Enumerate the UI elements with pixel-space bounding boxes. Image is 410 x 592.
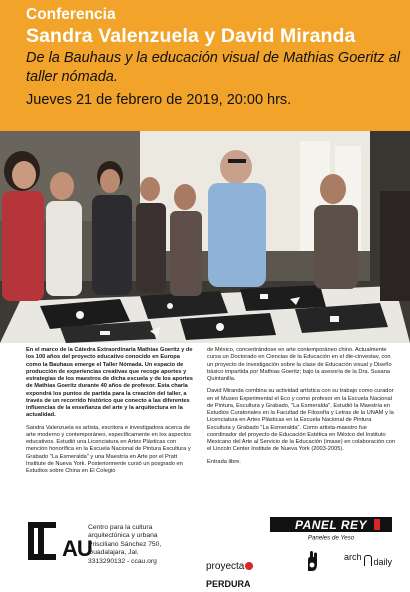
event-description bbox=[26, 347, 396, 497]
address-line: arquitectónica y urbana bbox=[88, 532, 158, 540]
archdaily-logo: $^{arch}$ daily bbox=[344, 552, 393, 567]
description-intro: En el marco de la Cátedra Extraordinaria Mathias Goeritz y de los 100 años del proyecto educativo conocido en Europa como la Bauhaus emerge el Taller Nómada. Un espacio de producción de experiencias creativas que recoge aportes y estrategias de los maestros de dicha escuela y de los aportes de Mathias Goeritz durante 40 años de profesor. Esta charla expondrá los puntos de partida para la creación del taller, a través de un recorrido histórico que conecto a las diferentes influencias de la enseñanza del arte y la arquitectura en la actualidad. bbox=[26, 347, 193, 419]
event-header bbox=[0, 0, 410, 131]
event-kicker: Conferencia bbox=[26, 6, 116, 23]
ccau-address bbox=[88, 524, 208, 566]
address-line: Prisciliano Sánchez 750, bbox=[88, 540, 162, 548]
workshop-photo-image bbox=[0, 131, 410, 343]
event-title: Sandra Valenzuela y David Miranda bbox=[26, 25, 356, 47]
description-column-left bbox=[26, 347, 196, 480]
event-date: Jueves 21 de febrero de 2019, 20:00 hrs. bbox=[26, 92, 292, 108]
description-column-right bbox=[207, 347, 396, 471]
admission-note: Entrada libre. bbox=[207, 458, 241, 465]
bio-david: David Miranda combina su actividad artística con su trabajo como curador en el Museo Experimental el Eco y como profesor en la Escuela Nacional de Pintura, Escultura y Grabado, "La Esmeralda". Estudió la Maestría en Estudios Curatoriales en la Facultad de Filosofía y Letras de la UNAM y la Licenciatura en Artes Plásticas en la Escuela Nacional de Pintura Escultura y Grabado "La Esmeralda". Como artista-maestro fue coordinador del proyecto de Educación Estética en México del Instituto Mexicano del Arte al Servicio de la Educación (imase) en colaboración con el Lincoln Center Institute de Nueva York (2003-2005). bbox=[207, 388, 396, 453]
svg-text:Paneles de Yeso: Paneles de Yeso bbox=[307, 534, 355, 542]
panelrey-logo bbox=[270, 517, 392, 541]
address-line: Guadalajara, Jal. bbox=[88, 549, 139, 557]
ccau-logo bbox=[26, 518, 92, 564]
bio-sandra-continued: de México, concentrándose en arte contemporáneo chino. Actualmente cursa un Doctorado en Ciencias de la Educación en el die-cinvestav, con un proyecto de investigación sobre la clase de Educación visual y Diseño básico impartida por Mathias Goeritz; bajo la asesoría de la Dra. Susana Quintanilla. bbox=[207, 347, 392, 382]
arch-icon bbox=[364, 555, 372, 566]
svg-text:AU: AU bbox=[62, 536, 92, 561]
event-subtitle: De la Bauhaus y la educación visual de Mathias Goeritz al taller nómada. bbox=[26, 50, 400, 85]
footer bbox=[0, 508, 410, 589]
proyecta-perdura-logo: proyectaPERDURA bbox=[206, 556, 296, 570]
workshop-photo bbox=[0, 131, 410, 343]
svg-text:PANEL REY: PANEL REY bbox=[294, 518, 368, 532]
proyecta-dot-icon bbox=[245, 562, 253, 570]
bio-sandra: Sandra Valenzuela es artista, escritora e investigadora acerca de arte moderno y contemporáneo, específicamente en los aspectos educativos. Estudió una Licenciatura en Artes Plásticas con mención honorífica en la Escuela Nacional de Pintura Escultura y Grabado "La Esmeralda" y una Maestría en Arte por el Pratt Institute de Nueva York. Posteriormente cursó un posgrado en Estudios sobre China en El Colegio bbox=[26, 424, 192, 474]
address-line: 3313290132 - ccau.org bbox=[88, 557, 157, 565]
hand-icon bbox=[304, 550, 320, 572]
address-line: Centro para la cultura bbox=[88, 524, 153, 531]
